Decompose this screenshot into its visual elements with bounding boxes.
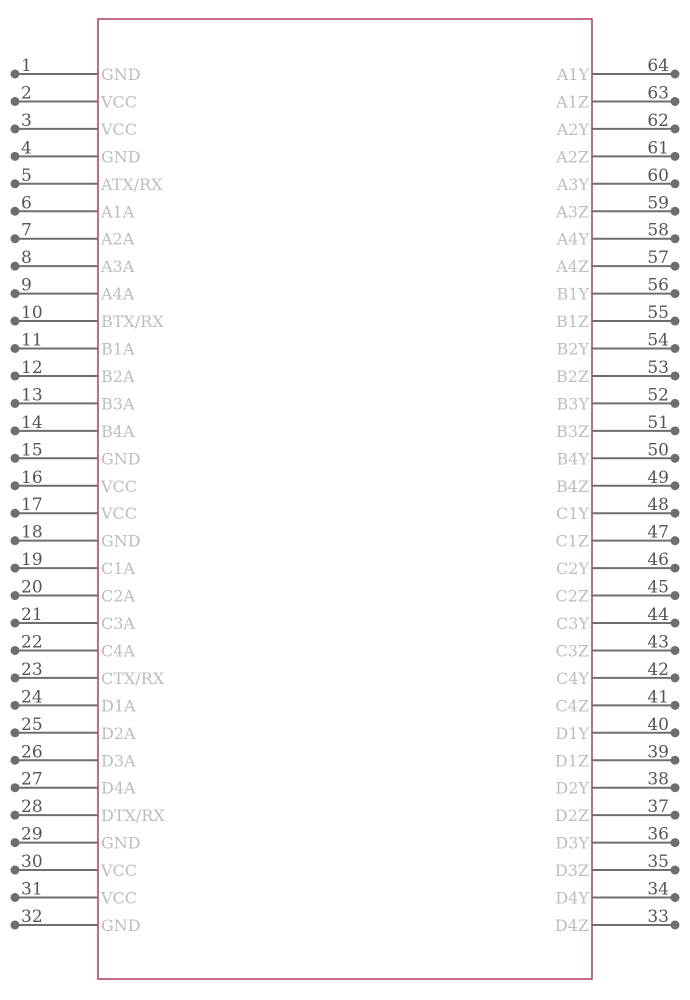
pin-number: 13	[21, 385, 43, 406]
pin-endpoint-dot	[671, 344, 680, 353]
right-pin-37	[555, 797, 680, 825]
pin-endpoint-dot	[11, 399, 20, 408]
pin-endpoint-dot	[671, 673, 680, 682]
left-pin-21	[11, 605, 136, 633]
pin-endpoint-dot	[671, 234, 680, 243]
pin-number: 4	[21, 138, 32, 159]
pin-endpoint-dot	[11, 564, 20, 573]
pin-endpoint-dot	[11, 783, 20, 792]
right-pin-42	[556, 660, 679, 688]
pin-number: 51	[647, 412, 669, 433]
pin-endpoint-dot	[11, 893, 20, 902]
pin-number: 21	[21, 605, 43, 625]
pin-number: 63	[647, 83, 669, 104]
pin-name: C3Y	[556, 614, 589, 633]
pin-name: GND	[101, 915, 141, 935]
pin-endpoint-dot	[11, 124, 20, 133]
pin-number: 17	[21, 495, 43, 516]
pin-number: 43	[647, 632, 669, 653]
pin-endpoint-dot	[671, 564, 680, 573]
pin-name: A2Y	[556, 119, 589, 139]
left-pin-17	[11, 495, 138, 523]
pin-number: 15	[21, 440, 43, 461]
pin-name: B3A	[101, 394, 135, 414]
pin-name: A3Z	[556, 202, 589, 222]
pin-name: D4A	[101, 778, 136, 798]
pin-endpoint-dot	[671, 262, 680, 271]
right-pin-61	[555, 138, 679, 166]
pin-endpoint-dot	[11, 426, 20, 435]
pin-endpoint-dot	[671, 124, 680, 133]
pin-number: 42	[647, 659, 669, 680]
left-pin-26	[11, 742, 137, 770]
pin-number: 24	[21, 687, 43, 708]
pin-endpoint-dot	[11, 70, 20, 79]
pin-number: 12	[21, 357, 43, 378]
pin-endpoint-dot	[11, 646, 20, 655]
pin-number: 16	[21, 467, 43, 488]
component-body	[98, 19, 592, 979]
left-pin-9	[11, 276, 135, 304]
pin-number: 39	[647, 742, 669, 763]
left-pin-31	[11, 880, 138, 908]
left-pin-14	[11, 413, 135, 441]
left-pin-23	[11, 660, 165, 688]
left-pin-8	[11, 248, 135, 276]
pin-endpoint-dot	[671, 811, 680, 820]
pin-name: VCC	[101, 476, 138, 496]
pin-number: 14	[21, 412, 43, 433]
pin-endpoint-dot	[671, 426, 680, 435]
pin-endpoint-dot	[671, 317, 680, 326]
pin-endpoint-dot	[671, 591, 680, 600]
pin-name: GND	[101, 65, 141, 84]
pin-endpoint-dot	[11, 179, 20, 188]
pin-endpoint-dot	[11, 454, 20, 463]
pin-number: 54	[647, 330, 669, 351]
pin-number: 19	[21, 550, 43, 571]
left-pin-27	[11, 770, 137, 798]
left-pin-30	[11, 852, 138, 880]
pin-endpoint-dot	[671, 97, 680, 106]
pin-number: 7	[21, 220, 32, 241]
right-pin-60	[556, 166, 680, 194]
pin-number: 53	[647, 357, 669, 378]
right-pin-57	[555, 248, 679, 276]
pin-number: 26	[21, 742, 43, 763]
pin-name: VCC	[101, 504, 138, 524]
pin-name: B1Z	[555, 312, 589, 332]
right-pin-54	[557, 331, 680, 359]
pin-name: D1A	[101, 696, 136, 716]
pin-number: 58	[647, 220, 669, 241]
pin-name: A3Y	[556, 174, 589, 194]
pin-name: VCC	[101, 119, 138, 139]
pin-endpoint-dot	[11, 756, 20, 765]
pin-endpoint-dot	[11, 371, 20, 380]
pin-number: 33	[647, 906, 669, 927]
right-pin-53	[556, 358, 680, 386]
right-pin-35	[555, 852, 680, 880]
pin-name: D4Y	[555, 888, 589, 908]
pin-endpoint-dot	[671, 838, 680, 847]
pin-endpoint-dot	[11, 317, 20, 326]
pin-endpoint-dot	[671, 207, 680, 216]
pin-endpoint-dot	[11, 344, 20, 353]
pin-name: C2Z	[555, 586, 589, 606]
pin-name: BTX/RX	[101, 312, 164, 332]
pin-name: C3Z	[555, 641, 589, 661]
right-pin-49	[556, 468, 680, 496]
left-pin-1	[11, 56, 141, 84]
pin-number: 55	[647, 303, 669, 324]
pin-name: C2A	[101, 586, 135, 606]
pin-name: C1A	[101, 559, 135, 579]
pin-name: D3Y	[555, 833, 589, 853]
pin-number: 60	[647, 165, 669, 186]
pin-endpoint-dot	[671, 481, 680, 490]
right-pin-64	[556, 56, 680, 84]
pin-number: 48	[647, 495, 669, 516]
pin-endpoint-dot	[11, 234, 20, 243]
right-pin-43	[555, 632, 679, 660]
pin-endpoint-dot	[671, 536, 680, 545]
pin-endpoint-dot	[11, 619, 20, 628]
pin-number: 6	[21, 193, 32, 214]
pin-number: 45	[647, 577, 669, 598]
pin-endpoint-dot	[11, 97, 20, 106]
pin-name: A2Z	[556, 147, 589, 167]
pin-name: D1Y	[555, 723, 589, 743]
pin-endpoint-dot	[671, 920, 680, 929]
pin-number: 52	[647, 385, 669, 406]
right-pin-44	[556, 605, 679, 633]
left-pin-group	[11, 56, 166, 935]
left-pin-24	[11, 687, 137, 715]
pin-endpoint-dot	[11, 152, 20, 161]
pin-number: 5	[21, 165, 32, 186]
pin-name: B4Z	[555, 476, 589, 496]
pin-number: 3	[21, 110, 32, 131]
pin-number: 11	[21, 330, 43, 351]
pin-name: VCC	[101, 92, 138, 112]
pin-number: 38	[647, 769, 669, 790]
left-pin-18	[11, 523, 141, 551]
pin-name: D3A	[101, 751, 136, 771]
pin-endpoint-dot	[671, 454, 680, 463]
left-pin-19	[11, 550, 136, 578]
pin-endpoint-dot	[11, 866, 20, 875]
pin-endpoint-dot	[671, 646, 680, 655]
pin-name: C4Z	[555, 696, 589, 716]
left-pin-11	[11, 331, 135, 359]
pin-name: A4A	[101, 284, 135, 304]
pin-number: 47	[647, 522, 669, 543]
right-pin-50	[557, 440, 680, 468]
pin-name: ATX/RX	[101, 174, 163, 194]
pin-endpoint-dot	[671, 701, 680, 710]
left-pin-3	[11, 111, 138, 139]
right-pin-48	[556, 495, 679, 523]
right-pin-55	[556, 303, 680, 331]
right-pin-39	[555, 742, 680, 770]
left-pin-2	[11, 83, 138, 111]
pin-number: 29	[21, 824, 43, 845]
pin-name: A4Z	[556, 257, 589, 277]
right-pin-47	[555, 523, 679, 551]
pin-number: 30	[21, 852, 43, 873]
pin-name: GND	[101, 833, 141, 853]
pin-number: 49	[647, 467, 669, 488]
pin-number: 20	[21, 577, 43, 598]
pin-name: C4A	[101, 641, 135, 661]
pin-name: A3A	[101, 257, 135, 277]
pin-name: D2A	[101, 723, 136, 743]
pin-endpoint-dot	[671, 70, 680, 79]
pin-endpoint-dot	[671, 783, 680, 792]
left-pin-4	[11, 138, 141, 166]
pin-number: 35	[647, 852, 669, 873]
pin-endpoint-dot	[671, 728, 680, 737]
pin-name: B1Y	[556, 284, 589, 304]
right-pin-62	[556, 111, 680, 139]
right-pin-56	[557, 276, 680, 304]
pin-endpoint-dot	[11, 262, 20, 271]
right-pin-33	[555, 907, 680, 935]
right-pin-40	[555, 715, 679, 743]
pin-name: C1Z	[555, 531, 589, 551]
pin-name: DTX/RX	[101, 806, 165, 826]
pin-endpoint-dot	[11, 811, 20, 820]
pin-number: 27	[21, 769, 43, 790]
pin-name: GND	[101, 449, 141, 469]
left-pin-32	[11, 907, 141, 935]
pin-number: 56	[647, 275, 669, 296]
pin-name: C4Y	[556, 668, 589, 688]
right-pin-59	[555, 193, 679, 221]
left-pin-20	[11, 578, 136, 606]
pin-name: D1Z	[554, 751, 589, 771]
right-pin-58	[556, 221, 680, 249]
pin-number: 8	[21, 248, 32, 269]
pin-name: GND	[101, 531, 141, 551]
pin-endpoint-dot	[671, 509, 680, 518]
pin-number: 40	[647, 714, 669, 735]
right-pin-34	[555, 880, 679, 908]
pin-number: 59	[647, 193, 669, 214]
right-pin-45	[555, 578, 679, 606]
pin-name: C1Y	[556, 504, 589, 524]
pin-endpoint-dot	[671, 152, 680, 161]
pin-number: 64	[647, 56, 669, 76]
pin-name: GND	[101, 147, 141, 167]
right-pin-52	[557, 385, 680, 413]
pin-name: D2Y	[555, 778, 589, 798]
pin-endpoint-dot	[671, 756, 680, 765]
pin-endpoint-dot	[671, 866, 680, 875]
pin-endpoint-dot	[671, 179, 680, 188]
right-pin-41	[555, 687, 679, 715]
pin-endpoint-dot	[11, 536, 20, 545]
pin-number: 41	[647, 687, 669, 708]
pin-name: A2A	[101, 229, 135, 249]
pin-endpoint-dot	[671, 893, 680, 902]
pin-number: 44	[647, 605, 669, 625]
pin-endpoint-dot	[11, 701, 20, 710]
pin-number: 34	[647, 879, 669, 900]
pin-number: 18	[21, 522, 43, 543]
left-pin-28	[11, 797, 166, 825]
left-pin-16	[11, 468, 138, 496]
right-pin-46	[556, 550, 679, 578]
right-pin-36	[555, 825, 679, 853]
right-pin-38	[555, 770, 679, 798]
left-pin-7	[11, 221, 135, 249]
pin-endpoint-dot	[671, 619, 680, 628]
pin-number: 9	[21, 275, 32, 296]
left-pin-22	[11, 632, 136, 660]
pin-number: 46	[647, 550, 669, 571]
pin-number: 50	[647, 440, 669, 461]
pin-endpoint-dot	[671, 371, 680, 380]
pin-endpoint-dot	[671, 289, 680, 298]
pin-name: VCC	[101, 861, 138, 881]
left-pin-25	[11, 715, 137, 743]
pin-name: B3Z	[555, 421, 589, 441]
pin-name: A1Y	[556, 65, 589, 84]
pin-number: 28	[21, 797, 43, 818]
pin-number: 57	[647, 248, 669, 269]
pin-endpoint-dot	[11, 289, 20, 298]
pin-name: B4Y	[556, 449, 589, 469]
pin-endpoint-dot	[11, 728, 20, 737]
pin-name: B4A	[101, 421, 135, 441]
left-pin-10	[11, 303, 165, 331]
pin-endpoint-dot	[671, 399, 680, 408]
pin-endpoint-dot	[11, 591, 20, 600]
left-pin-12	[11, 358, 135, 386]
pin-number: 61	[647, 138, 669, 159]
pin-name: D2Z	[554, 806, 589, 826]
pin-number: 25	[21, 714, 43, 735]
pin-endpoint-dot	[11, 920, 20, 929]
left-pin-5	[11, 166, 164, 194]
pin-number: 23	[21, 659, 43, 680]
pin-name: CTX/RX	[101, 668, 165, 688]
pin-number: 10	[21, 303, 43, 324]
pin-number: 2	[21, 83, 32, 104]
pin-number: 32	[21, 906, 43, 927]
right-pin-51	[556, 413, 680, 441]
pin-name: D4Z	[554, 915, 589, 935]
left-pin-29	[11, 825, 141, 853]
pin-name: B2Z	[555, 366, 589, 386]
pin-number: 37	[647, 797, 669, 818]
pin-name: D3Z	[554, 861, 589, 881]
left-pin-13	[11, 385, 135, 413]
pin-endpoint-dot	[11, 481, 20, 490]
pin-name: VCC	[101, 888, 138, 908]
pin-number: 36	[647, 824, 669, 845]
right-pin-63	[555, 83, 679, 111]
pin-endpoint-dot	[11, 673, 20, 682]
pin-name: B2A	[101, 366, 135, 386]
pin-number: 22	[21, 632, 43, 653]
pin-endpoint-dot	[11, 207, 20, 216]
pin-name: B2Y	[556, 339, 589, 359]
pin-name: C3A	[101, 614, 135, 633]
pin-number: 31	[21, 879, 43, 900]
pin-endpoint-dot	[11, 509, 20, 518]
left-pin-6	[11, 193, 135, 221]
right-pin-group	[555, 56, 680, 935]
pin-name: A1Z	[556, 92, 589, 112]
pin-number: 1	[21, 56, 32, 76]
pin-name: C2Y	[556, 559, 589, 579]
pin-name: A1A	[101, 202, 135, 222]
left-pin-15	[11, 440, 141, 468]
pin-name: A4Y	[556, 229, 589, 249]
pin-endpoint-dot	[11, 838, 20, 847]
pin-name: B3Y	[556, 394, 589, 414]
pin-number: 62	[647, 110, 669, 131]
pin-name: B1A	[101, 339, 135, 359]
